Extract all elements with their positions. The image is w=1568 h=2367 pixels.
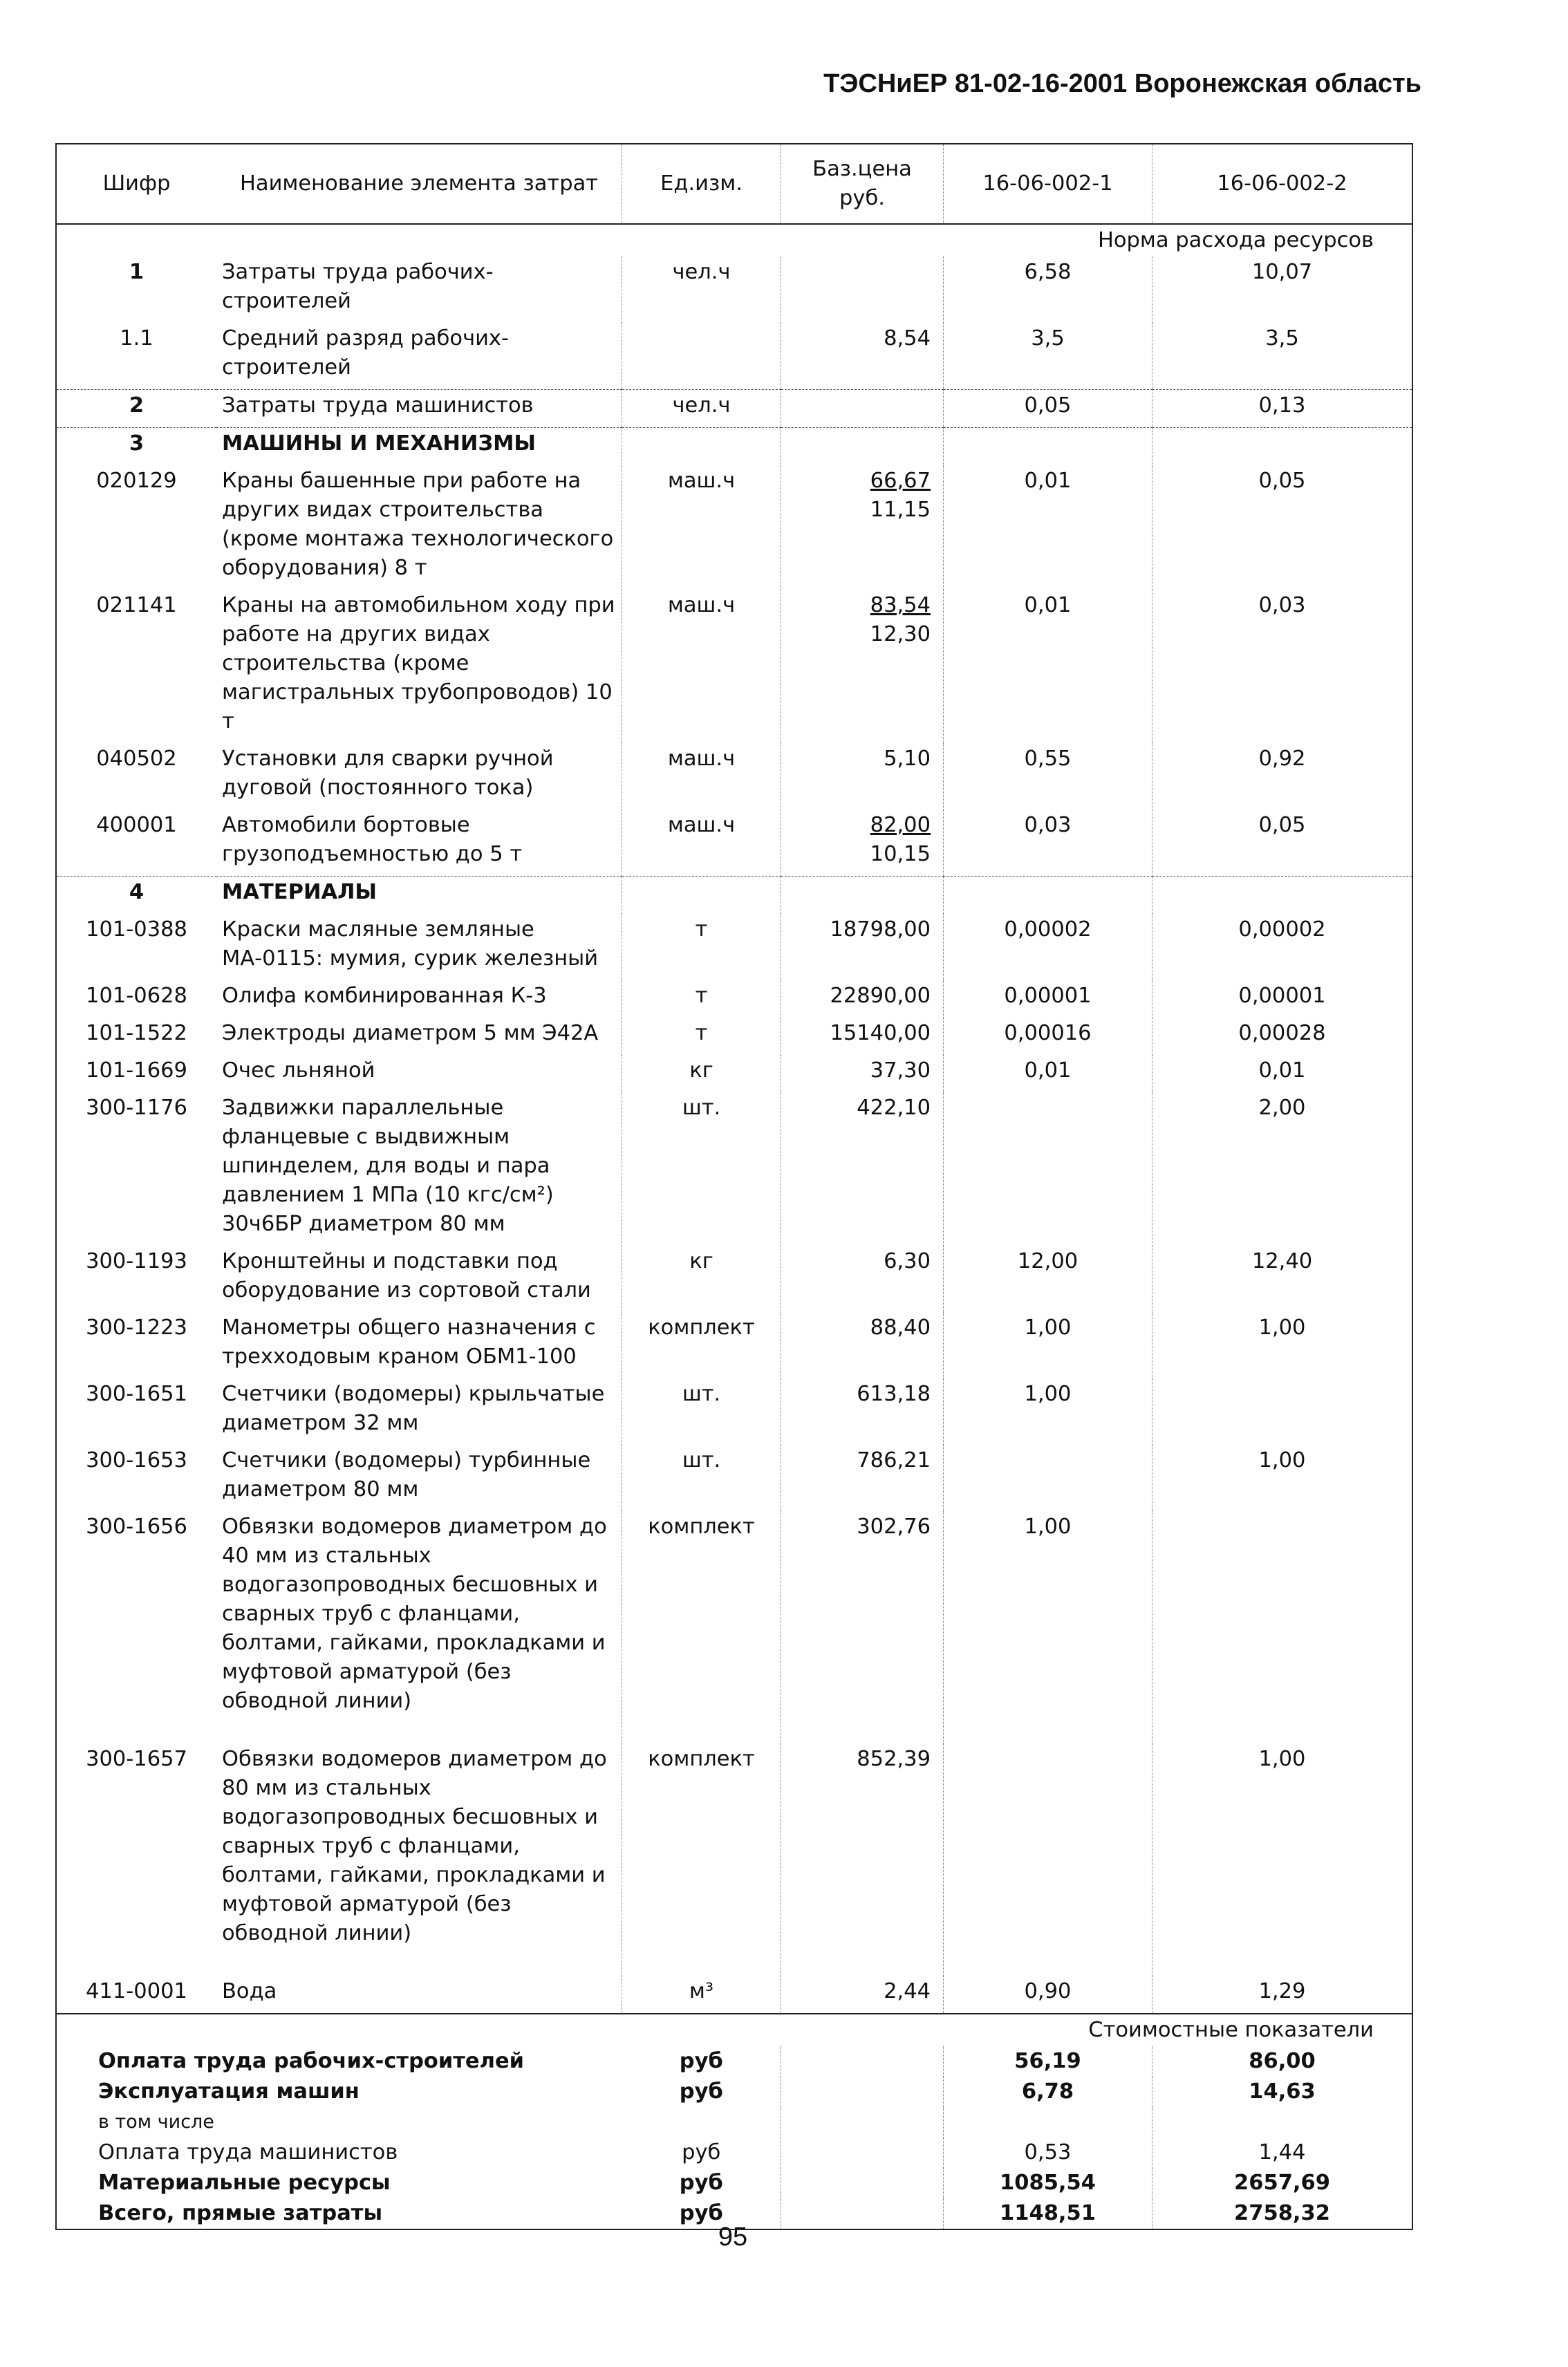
price-value: 422,10 — [857, 1096, 931, 1120]
empty-cell — [781, 428, 944, 466]
price-value: 88,40 — [870, 1316, 931, 1340]
row-norm-1: 0,05 — [944, 390, 1152, 428]
row-code: 300-1223 — [86, 1316, 187, 1340]
row-norm-1 — [944, 1445, 1152, 1511]
summary-row — [56, 2168, 1412, 2198]
row-code: 300-1653 — [86, 1448, 187, 1472]
row-name: Олифа комбинированная К-3 — [216, 980, 622, 1018]
row-norm-2: 0,00001 — [1238, 984, 1326, 1008]
summary-norm-2 — [1152, 2107, 1413, 2137]
cost-label: Стоимостные показатели — [56, 2014, 1412, 2046]
row-code: 2 — [56, 390, 216, 428]
empty-cell — [781, 2046, 944, 2077]
row-norm-2: 0,03 — [1258, 593, 1306, 617]
table-row — [56, 465, 1412, 590]
row-name: Кронштейны и подставки под оборудование из сортовой стали — [216, 1246, 622, 1312]
table-row — [56, 1378, 1412, 1445]
row-unit: комплект — [622, 1511, 781, 1743]
summary-name: Всего, прямые затраты — [98, 2201, 383, 2225]
table-row — [56, 877, 1412, 915]
summary-norm-1: 6,78 — [944, 2077, 1152, 2107]
table-row — [56, 1511, 1412, 1743]
row-norm-1: 1,00 — [944, 1378, 1152, 1445]
row-price — [781, 914, 944, 980]
row-price — [781, 1055, 944, 1092]
summary-norm-1: 0,53 — [944, 2137, 1152, 2168]
table-row — [56, 1976, 1412, 2014]
row-code: 300-1193 — [86, 1249, 187, 1273]
page-number: 95 — [718, 2223, 748, 2252]
row-norm-2: 1,29 — [1258, 1979, 1306, 2003]
row-price — [781, 465, 944, 590]
row-name: Затраты труда рабочих-строителей — [216, 256, 622, 323]
row-price — [781, 590, 944, 743]
row-name: Обвязки водомеров диаметром до 80 мм из стальных водогазопроводных бесшовных и сварных труб с фланцами, болтами, гайками, прокладками и муфтовой арматурой (без обводной линии) — [216, 1743, 622, 1976]
row-norm-1: 1,00 — [944, 1312, 1152, 1378]
col-header-norm-1: 16-06-002-1 — [944, 144, 1152, 224]
table-row — [56, 256, 1412, 323]
row-name: Счетчики (водомеры) турбинные диаметром 80 мм — [216, 1445, 622, 1511]
empty-cell — [944, 877, 1152, 915]
norm-label: Норма расхода ресурсов — [1097, 228, 1374, 252]
row-unit: кг — [622, 1055, 781, 1092]
empty-cell — [781, 2168, 944, 2198]
row-norm-1: 0,03 — [944, 810, 1152, 877]
row-name: Краны башенные при работе на других видах строительства (кроме монтажа технологического оборудования) 8 т — [216, 465, 622, 590]
summary-norm-1: 1148,51 — [944, 2198, 1152, 2229]
row-norm-2: 0,00028 — [1238, 1021, 1326, 1045]
empty-cell — [1152, 428, 1413, 466]
row-unit: шт. — [622, 1445, 781, 1511]
row-code: 101-1522 — [86, 1021, 187, 1045]
empty-cell — [622, 877, 781, 915]
document-header: ТЭСНиЕР 81-02-16-2001 Воронежская область — [823, 69, 1421, 98]
summary-name: Эксплуатация машин — [98, 2079, 360, 2104]
row-price — [781, 390, 944, 428]
price-value: 83,54 — [870, 593, 931, 617]
empty-cell — [781, 877, 944, 915]
summary-norm-2: 2758,32 — [1234, 2201, 1330, 2225]
row-norm-1: 0,90 — [944, 1976, 1152, 2014]
table-row — [56, 390, 1412, 428]
row-norm-2: 0,01 — [1258, 1058, 1306, 1083]
row-unit — [622, 323, 781, 390]
row-unit: шт. — [622, 1092, 781, 1246]
col-header-unit: Ед.изм. — [622, 144, 781, 224]
table-row — [56, 980, 1412, 1018]
row-unit: маш.ч — [622, 810, 781, 877]
summary-norm-2: 14,63 — [1249, 2079, 1316, 2104]
price-value: 8,54 — [884, 326, 931, 350]
row-norm-2: 3,5 — [1265, 326, 1299, 350]
row-price — [781, 1092, 944, 1246]
row-unit: маш.ч — [622, 465, 781, 590]
summary-unit: руб — [622, 2198, 781, 2229]
row-code: 400001 — [96, 813, 177, 837]
summary-norm-2: 1,44 — [1258, 2140, 1306, 2164]
summary-norm-1: 56,19 — [944, 2046, 1152, 2077]
row-norm-2: 1,00 — [1258, 1448, 1306, 1472]
price-value: 22890,00 — [830, 984, 931, 1008]
row-norm-2: 0,05 — [1258, 813, 1306, 837]
row-norm-2: 0,13 — [1152, 390, 1413, 428]
price-value: 18798,00 — [830, 917, 931, 942]
row-norm-2: 12,40 — [1251, 1249, 1313, 1273]
row-name: Счетчики (водомеры) крыльчатые диаметром 32 мм — [216, 1378, 622, 1445]
price-value: 302,76 — [857, 1515, 931, 1539]
col-header-code: Шифр — [56, 144, 216, 224]
row-name: Средний разряд рабочих-строителей — [216, 323, 622, 390]
price-value: 15140,00 — [830, 1021, 931, 1045]
row-code: 300-1656 — [86, 1515, 187, 1539]
row-price — [781, 810, 944, 877]
empty-cell — [781, 2137, 944, 2168]
col-header-name: Наименование элемента затрат — [216, 144, 622, 224]
price-machinist-value: 12,30 — [870, 622, 931, 646]
price-value: 613,18 — [857, 1382, 931, 1406]
row-code: 411-0001 — [86, 1979, 187, 2003]
row-name: Манометры общего назначения с трехходовым краном ОБМ1-100 — [216, 1312, 622, 1378]
row-name: МАШИНЫ И МЕХАНИЗМЫ — [216, 428, 622, 466]
summary-name: Оплата труда рабочих-строителей — [98, 2049, 525, 2073]
price-value: 6,30 — [884, 1249, 931, 1273]
table-row — [56, 1246, 1412, 1312]
row-norm-1 — [944, 1743, 1152, 1976]
row-name: Краны на автомобильном ходу при работе на других видах строительства (кроме магистральных трубопроводов) 10 т — [216, 590, 622, 743]
col-header-norm-2: 16-06-002-2 — [1152, 144, 1413, 224]
row-code: 021141 — [96, 593, 177, 617]
row-unit: м³ — [622, 1976, 781, 2014]
row-norm-1 — [944, 1092, 1152, 1246]
summary-unit: руб — [622, 2077, 781, 2107]
table-row — [56, 1092, 1412, 1246]
empty-cell — [622, 428, 781, 466]
price-machinist-value: 11,15 — [870, 498, 931, 522]
row-price — [781, 1511, 944, 1743]
table-row — [56, 1743, 1412, 1976]
row-price — [781, 743, 944, 810]
summary-name: Оплата труда машинистов — [98, 2140, 398, 2164]
row-code: 1 — [129, 260, 144, 284]
resource-table — [55, 143, 1413, 2230]
summary-name: в том числе — [98, 2111, 214, 2133]
summary-unit — [622, 2107, 781, 2137]
row-name: Затраты труда машинистов — [216, 390, 622, 428]
row-unit: т — [622, 914, 781, 980]
summary-name: Материальные ресурсы — [98, 2171, 391, 2195]
table-row — [56, 590, 1412, 743]
row-unit: маш.ч — [622, 590, 781, 743]
row-norm-2: 1,00 — [1258, 1316, 1306, 1340]
price-value: 5,10 — [884, 747, 931, 771]
price-machinist-value: 10,15 — [870, 842, 931, 866]
table-row — [56, 743, 1412, 810]
row-name: Очес льняной — [216, 1055, 622, 1092]
summary-row — [56, 2137, 1412, 2168]
row-unit: шт. — [622, 1378, 781, 1445]
row-code: 3 — [56, 428, 216, 466]
row-unit: чел.ч — [622, 390, 781, 428]
row-norm-1: 0,01 — [944, 465, 1152, 590]
row-price — [781, 980, 944, 1018]
row-norm-2: 2,00 — [1258, 1096, 1306, 1120]
row-price — [781, 1246, 944, 1312]
price-value: 66,67 — [870, 469, 931, 493]
table-row — [56, 1445, 1412, 1511]
table-row — [56, 323, 1412, 390]
row-price — [781, 323, 944, 390]
summary-row — [56, 2046, 1412, 2077]
row-name: Автомобили бортовые грузоподъемностью до 5 т — [216, 810, 622, 877]
summary-row — [56, 2077, 1412, 2107]
row-unit: кг — [622, 1246, 781, 1312]
row-norm-1: 0,01 — [944, 1055, 1152, 1092]
price-value: 852,39 — [857, 1747, 931, 1771]
row-unit: комплект — [622, 1312, 781, 1378]
row-norm-2: 1,00 — [1258, 1747, 1306, 1771]
summary-norm-1 — [944, 2107, 1152, 2137]
summary-unit: руб — [622, 2046, 781, 2077]
row-norm-2: 0,05 — [1258, 469, 1306, 493]
row-name: Обвязки водомеров диаметром до 40 мм из стальных водогазопроводных бесшовных и сварных труб с фланцами, болтами, гайками, прокладками и муфтовой арматурой (без обводной линии) — [216, 1511, 622, 1743]
summary-unit: руб — [622, 2137, 781, 2168]
row-name: Электроды диаметром 5 мм Э42А — [216, 1018, 622, 1055]
row-unit: маш.ч — [622, 743, 781, 810]
price-value: 786,21 — [857, 1448, 931, 1472]
row-norm-2: 10,07 — [1251, 260, 1313, 284]
row-code: 020129 — [96, 469, 177, 493]
row-norm-2 — [1152, 1511, 1413, 1743]
row-code: 040502 — [96, 747, 177, 771]
row-code: 1.1 — [120, 326, 153, 350]
table-row — [56, 1018, 1412, 1055]
row-unit: т — [622, 980, 781, 1018]
row-name: Задвижки параллельные фланцевые с выдвижным шпинделем, для воды и пара давлением 1 МПа (10 кгс/см²) 30ч6БР диаметром 80 мм — [216, 1092, 622, 1246]
summary-norm-2: 86,00 — [1249, 2049, 1316, 2073]
row-code: 300-1176 — [86, 1096, 187, 1120]
summary-unit: руб — [622, 2168, 781, 2198]
row-name: Установки для сварки ручной дуговой (постоянного тока) — [216, 743, 622, 810]
summary-row — [56, 2107, 1412, 2137]
row-norm-1: 0,55 — [944, 743, 1152, 810]
table-row — [56, 1055, 1412, 1092]
empty-cell — [781, 2077, 944, 2107]
row-price — [781, 256, 944, 323]
row-norm-1: 6,58 — [944, 256, 1152, 323]
row-unit: комплект — [622, 1743, 781, 1976]
price-value: 82,00 — [870, 813, 931, 837]
cost-label-row — [56, 2014, 1412, 2046]
row-price — [781, 1378, 944, 1445]
row-code: 4 — [56, 877, 216, 915]
row-name: Краски масляные земляные МА-0115: мумия, сурик железный — [216, 914, 622, 980]
row-norm-1: 12,00 — [944, 1246, 1152, 1312]
table-row — [56, 810, 1412, 877]
row-price — [781, 1018, 944, 1055]
row-price — [781, 1312, 944, 1378]
row-price — [781, 1743, 944, 1976]
row-code: 300-1657 — [86, 1747, 187, 1771]
row-unit: т — [622, 1018, 781, 1055]
price-value: 2,44 — [884, 1979, 931, 2003]
price-value: 37,30 — [870, 1058, 931, 1083]
row-norm-1: 0,00002 — [944, 914, 1152, 980]
row-norm-2 — [1152, 1378, 1413, 1445]
row-price — [781, 1976, 944, 2014]
summary-norm-2: 2657,69 — [1234, 2171, 1330, 2195]
empty-cell — [944, 428, 1152, 466]
table-row — [56, 428, 1412, 466]
table-row — [56, 1312, 1412, 1378]
row-norm-1: 3,5 — [944, 323, 1152, 390]
row-norm-1: 0,01 — [944, 590, 1152, 743]
table-header-row — [56, 144, 1412, 224]
empty-cell — [1152, 877, 1413, 915]
norm-label-row — [56, 224, 1412, 256]
row-norm-1: 0,00001 — [944, 980, 1152, 1018]
row-norm-1: 1,00 — [944, 1511, 1152, 1743]
summary-norm-1: 1085,54 — [944, 2168, 1152, 2198]
table-row — [56, 914, 1412, 980]
row-code: 300-1651 — [86, 1382, 187, 1406]
row-norm-2: 0,92 — [1258, 747, 1306, 771]
row-name: Вода — [216, 1976, 622, 2014]
row-code: 101-0388 — [86, 917, 187, 942]
row-code: 101-0628 — [86, 984, 187, 1008]
row-unit: чел.ч — [622, 256, 781, 323]
row-norm-1: 0,00016 — [944, 1018, 1152, 1055]
row-price — [781, 1445, 944, 1511]
row-norm-2: 0,00002 — [1238, 917, 1326, 942]
empty-cell — [781, 2107, 944, 2137]
row-code: 101-1669 — [86, 1058, 187, 1083]
row-name: МАТЕРИАЛЫ — [216, 877, 622, 915]
col-header-price: Баз.цена руб. — [781, 144, 944, 224]
